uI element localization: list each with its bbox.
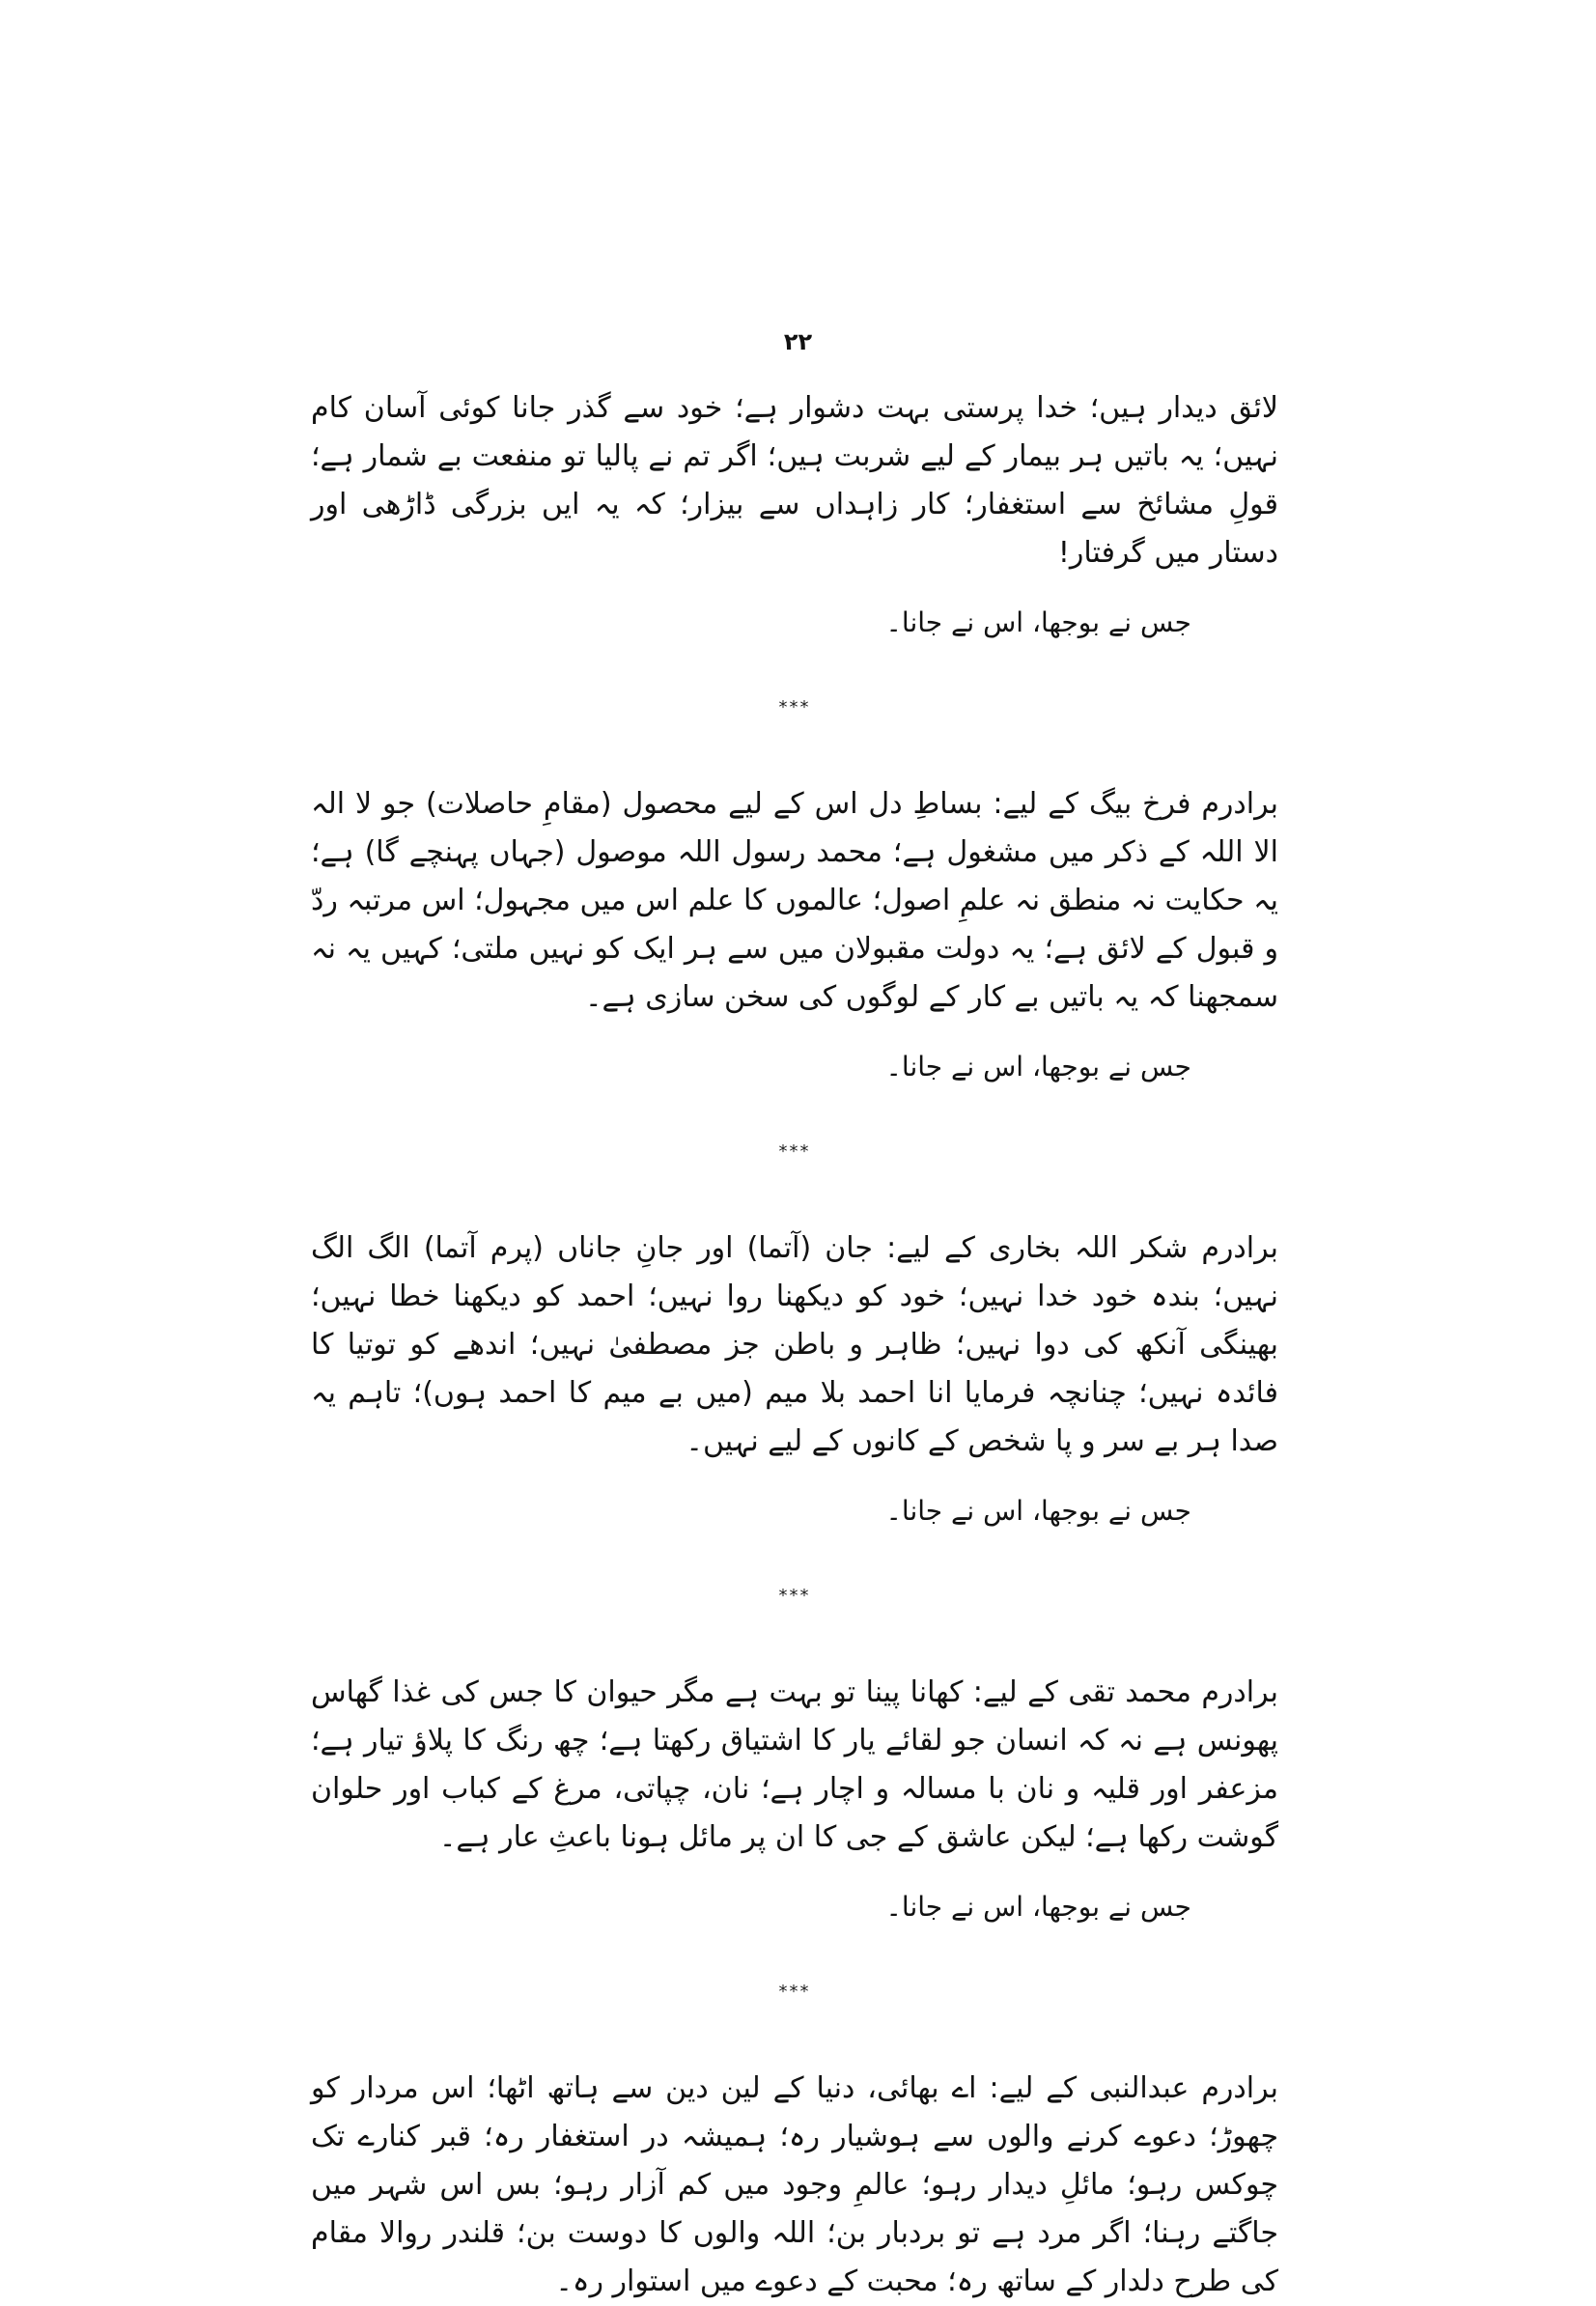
- section-4: [311, 1669, 1278, 2016]
- section-3: [311, 1224, 1278, 1620]
- refrain-line: جس نے بوجھا، اس نے جانا۔: [885, 1051, 1191, 1083]
- section-2: [311, 780, 1278, 1176]
- section-separator: ***: [778, 1586, 811, 1606]
- refrain-line: جس نے بوجھا، اس نے جانا۔: [885, 606, 1191, 638]
- section-separator: ***: [778, 1982, 811, 2002]
- section-separator: ***: [778, 1141, 811, 1162]
- paragraph: برادرم عبدالنبی کے لیے: اے بھائی، دنیا کے لین دین سے ہاتھ اٹھا؛ اس مردار کو چھوڑ؛ دعوے کرنے والوں سے ہوشیار رہ؛ ہمیشہ در استغفار رہ؛ قبر کنارے تک چوکس رہو؛ مائلِ دیدار رہو؛ عالمِ وجود میں کم آزار رہو؛ بس اس شہر میں جاگتے رہنا؛ اگر مرد ہے تو بردبار بن؛ اللہ والوں کا دوست بن؛ قلندر روالا مقام کی طرح دلدار کے ساتھ رہ؛ محبت کے دعوے میں استوار رہ۔: [311, 2071, 1278, 2298]
- paragraph: برادرم محمد تقی کے لیے: کھانا پینا تو بہت ہے مگر حیوان کا جس کی غذا گھاس پھونس ہے نہ کہ انسان جو لقائے یار کا اشتیاق رکھتا ہے؛ چھ رنگ کا پلاؤ تیار ہے؛ مزعفر اور قلیہ و نان با مسالہ و اچار ہے؛ نان، چپاتی، مرغ کے کباب اور حلوان گوشت رکھا ہے؛ لیکن عاشق کے جی کا ان پر مائل ہونا باعثِ عار ہے۔: [311, 1675, 1278, 1854]
- section-1: [311, 384, 1278, 732]
- paragraph: لائق دیدار ہیں؛ خدا پرستی بہت دشوار ہے؛ خود سے گذر جانا کوئی آسان کام نہیں؛ یہ باتیں ہر بیمار کے لیے شربت ہیں؛ اگر تم نے پالیا تو منفعت بے شمار ہے؛ قولِ مشائخ سے استغفار؛ کار زاہداں سے بیزار؛ کہ یہ ایں بزرگی ڈاڑھی اور دستار میں گرفتار!: [311, 391, 1278, 570]
- section-separator: ***: [778, 697, 811, 717]
- page-body: [311, 384, 1278, 2306]
- page-number: ۲۲: [783, 328, 813, 355]
- section-5: [311, 2065, 1278, 2306]
- refrain-line: جس نے بوجھا، اس نے جانا۔: [885, 1891, 1191, 1923]
- paragraph: برادرم فرخ بیگ کے لیے: بساطِ دل اس کے لیے محصول (مقامِ حاصلات) جو لا الہ الا اللہ کے ذکر میں مشغول ہے؛ محمد رسول اللہ موصول (جہاں پہنچے گا) ہے؛ یہ حکایت نہ منطق نہ علمِ اصول؛ عالموں کا علم اس میں مجہول؛ اس مرتبہ ردّ و قبول کے لائق ہے؛ یہ دولت مقبولان میں سے ہر ایک کو نہیں ملتی؛ کہیں یہ نہ سمجھنا کہ یہ باتیں بے کار کے لوگوں کی سخن سازی ہے۔: [311, 787, 1278, 1014]
- paragraph: برادرم شکر اللہ بخاری کے لیے: جان (آتما) اور جانِ جاناں (پرم آتما) الگ الگ نہیں؛ بندہ خود خدا نہیں؛ خود کو دیکھنا روا نہیں؛ احمد کو دیکھنا خطا نہیں؛ بھینگی آنکھ کی دوا نہیں؛ ظاہر و باطن جز مصطفیٰ نہیں؛ اندھے کو توتیا کا فائدہ نہیں؛ چنانچہ فرمایا انا احمد بلا میم (میں بے میم کا احمد ہوں)؛ تاہم یہ صدا ہر بے سر و پا شخص کے کانوں کے لیے نہیں۔: [311, 1231, 1278, 1458]
- refrain-line: جس نے بوجھا، اس نے جانا۔: [885, 1495, 1191, 1527]
